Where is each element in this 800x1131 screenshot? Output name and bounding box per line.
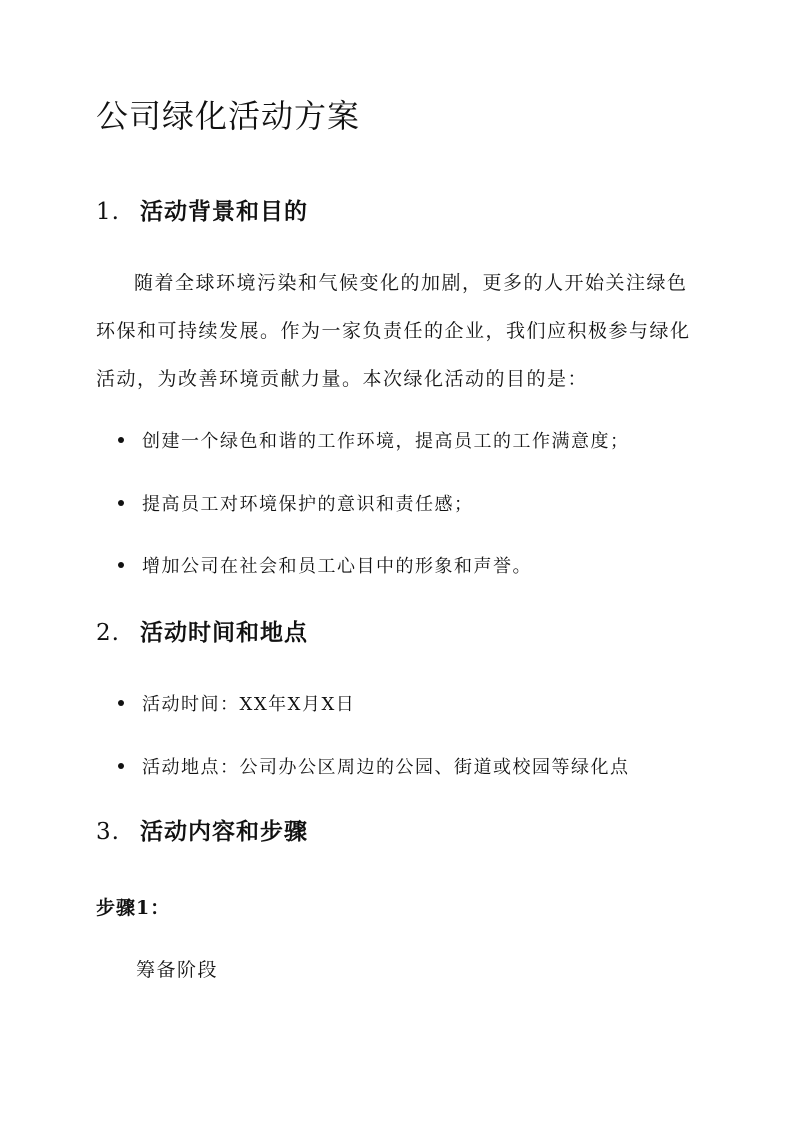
bullet-icon <box>118 562 124 568</box>
section-heading-3 <box>96 817 308 847</box>
step-label: 步骤1： <box>96 897 171 919</box>
list-item <box>118 691 355 719</box>
section-number: 2. <box>96 620 120 646</box>
section-heading-2 <box>96 618 308 648</box>
list-item <box>118 553 532 581</box>
list-item <box>118 491 474 519</box>
list-item-text: 创建一个绿色和谐的工作环境，提高员工的工作满意度； <box>142 431 630 452</box>
section-heading-1 <box>96 197 308 227</box>
list-item-text: 活动时间：XX年X月X日 <box>142 694 356 715</box>
list-item-text: 增加公司在社会和员工心目中的形象和声誉。 <box>142 556 532 577</box>
bullet-icon <box>118 700 124 706</box>
section-title: 活动内容和步骤 <box>140 818 308 845</box>
section-number: 3. <box>96 819 120 845</box>
paragraph-line: 环保和可持续发展。作为一家负责任的企业，我们应积极参与绿化 <box>96 320 691 342</box>
document-title: 公司绿化活动方案 <box>96 97 361 135</box>
background-paragraph <box>96 259 708 403</box>
list-item-text: 提高员工对环境保护的意识和责任感； <box>142 494 474 515</box>
list-item <box>118 754 630 782</box>
bullet-icon <box>118 763 124 769</box>
paragraph-line: 随着全球环境污染和气候变化的加剧，更多的人开始关注绿色 <box>134 272 688 294</box>
section-number: 1. <box>96 199 120 225</box>
list-item-text: 活动地点：公司办公区周边的公园、街道或校园等绿化点 <box>142 757 630 778</box>
paragraph-line: 活动，为改善环境贡献力量。本次绿化活动的目的是： <box>96 368 589 390</box>
bullet-icon <box>118 500 124 506</box>
bullet-icon <box>118 437 124 443</box>
section-title: 活动背景和目的 <box>140 198 308 225</box>
section-title: 活动时间和地点 <box>140 619 308 646</box>
step-text: 筹备阶段 <box>136 959 219 981</box>
list-item <box>118 428 630 456</box>
